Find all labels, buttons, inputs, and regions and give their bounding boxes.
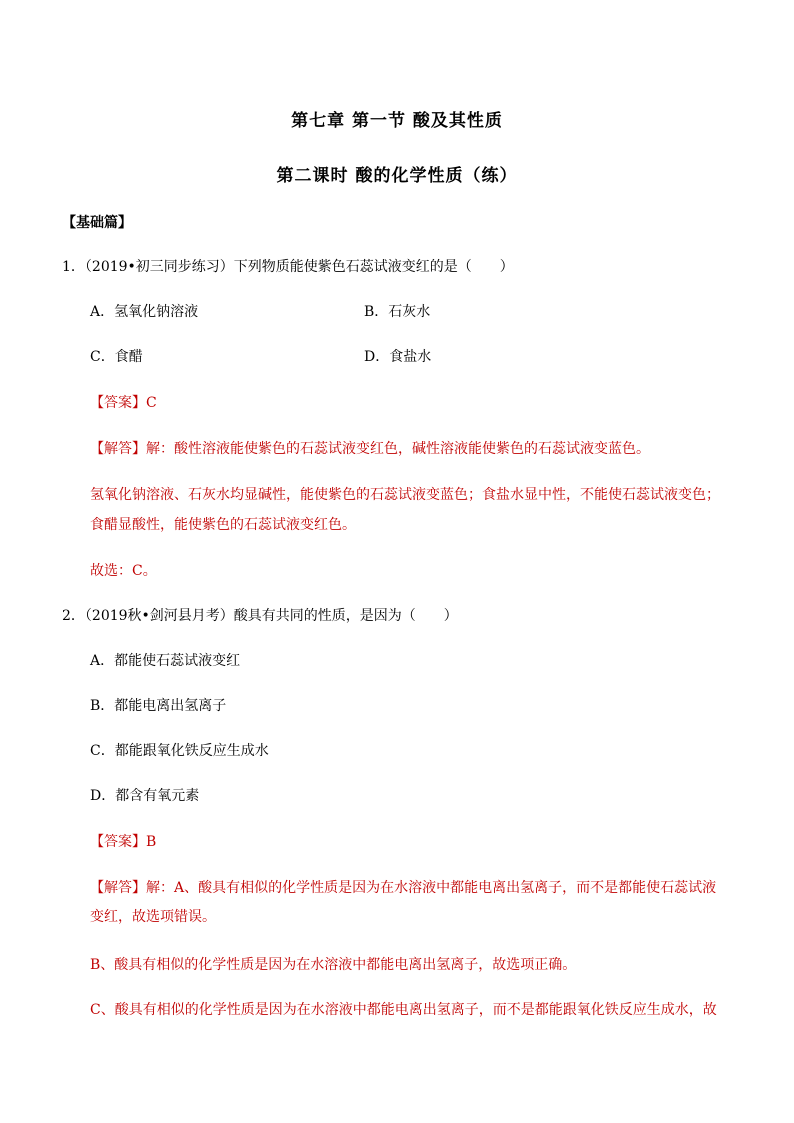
analysis-text: 解：A、酸具有相似的化学性质是因为在水溶液中都能电离出氢离子，而不是都能使石蕊试液: [146, 880, 717, 896]
question-1-answer: [90, 393, 157, 413]
answer-value: C: [146, 395, 157, 411]
question-1-option-b: B．石灰水: [364, 304, 431, 320]
question-2-analysis-line-4: C、酸具有相似的化学性质是因为在水溶液中都能电离出氢离子，而不是都能跟氧化铁反应生成水，故: [90, 1002, 717, 1018]
question-1-conclusion: 故选：C。: [90, 563, 157, 579]
answer-label: 【答案】: [90, 395, 146, 411]
question-2-analysis-line-1: [90, 878, 716, 898]
question-2-option-a: A．都能使石蕊试液变红: [90, 653, 241, 669]
lesson-subtitle: 第二课时 酸的化学性质（练）: [276, 166, 518, 186]
question-1-analysis-line-3: 食醋显酸性，能使紫色的石蕊试液变红色。: [90, 517, 356, 533]
question-2-option-b: B．都能电离出氢离子: [90, 698, 227, 714]
question-1-option-c: C．食醋: [90, 349, 143, 365]
section-heading: 【基础篇】: [62, 215, 132, 231]
question-2-analysis-line-2: 变红，故选项错误。: [90, 909, 216, 925]
question-2-option-d: D．都含有氧元素: [90, 788, 200, 804]
question-2-analysis-line-3: B、酸具有相似的化学性质是因为在水溶液中都能电离出氢离子，故选项正确。: [90, 957, 577, 973]
answer-value: B: [146, 834, 157, 850]
analysis-text: 解：酸性溶液能使紫色的石蕊试液变红色，碱性溶液能使紫色的石蕊试液变蓝色。: [146, 441, 650, 457]
question-1-stem: 1．（2019•初三同步练习）下列物质能使紫色石蕊试液变红的是（ ）: [62, 259, 514, 275]
question-1-option-a: A．氢氧化钠溶液: [90, 304, 199, 320]
question-1-analysis-line-2: 氢氧化钠溶液、石灰水均显碱性，能使紫色的石蕊试液变蓝色；食盐水显中性，不能使石蕊试液变色；: [90, 487, 720, 503]
question-1-option-d: D．食盐水: [364, 349, 432, 365]
question-1-analysis-line-1: [90, 439, 650, 459]
analysis-label: 【解答】: [90, 441, 146, 457]
question-2-stem: 2．（2019秋•剑河县月考）酸具有共同的性质，是因为（ ）: [62, 608, 458, 624]
analysis-label: 【解答】: [90, 880, 146, 896]
question-2-option-c: C．都能跟氧化铁反应生成水: [90, 743, 269, 759]
chapter-title: 第七章 第一节 酸及其性质: [291, 111, 503, 131]
question-2-answer: [90, 832, 156, 852]
answer-label: 【答案】: [90, 834, 146, 850]
